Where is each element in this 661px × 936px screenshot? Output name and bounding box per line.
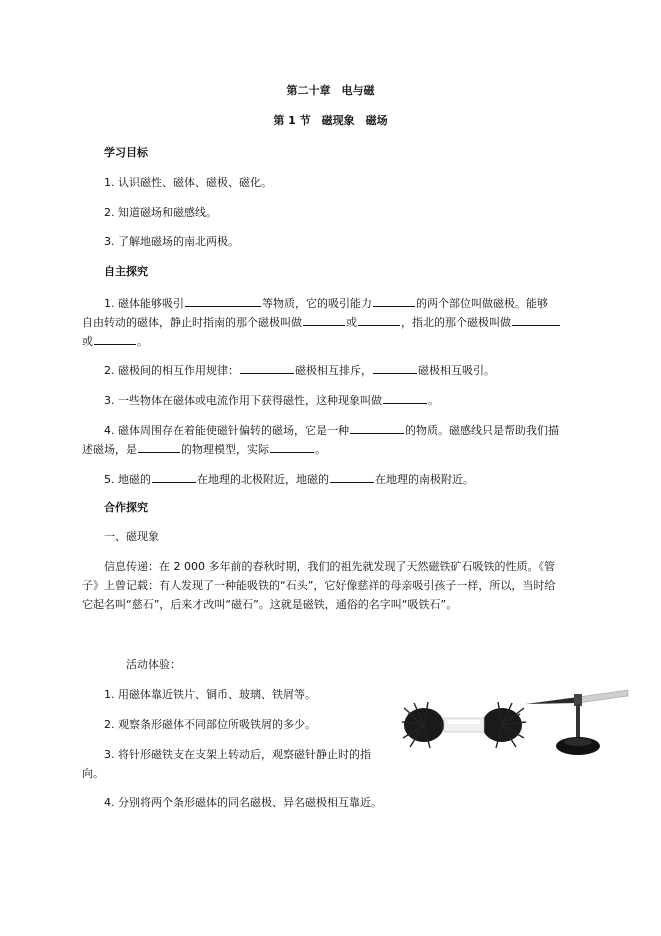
- activity-item: 向。: [82, 767, 104, 780]
- answer-blank[interactable]: [512, 314, 560, 326]
- activity-item: 3. 将针形磁铁支在支架上转动后，观察磁针静止时的指: [104, 748, 371, 761]
- info-line: 信息传递：在 2 000 多年前的春秋时期，我们的祖先就发现了天然磁铁矿石吸铁的性质。《管: [104, 560, 555, 573]
- iron-filings-left: [402, 702, 444, 748]
- question-4-line-2: 述磁场，是 的物理模型，实际 。: [82, 443, 326, 456]
- answer-blank[interactable]: [383, 392, 427, 404]
- question-1-line-3: 或 。: [82, 335, 148, 348]
- answer-blank[interactable]: [358, 314, 400, 326]
- answer-blank[interactable]: [373, 295, 415, 307]
- activity-heading: 活动体验：: [126, 658, 181, 671]
- question-5: 5. 地磁的 在地理的北极附近，地磁的 在地理的南极附近。: [104, 473, 474, 486]
- iron-filings-right: [482, 702, 526, 748]
- question-1-line-1: 1. 磁体能够吸引 等物质，它的吸引能力 的两个部位叫做磁极。能够: [104, 297, 548, 310]
- goals-heading: 学习目标: [104, 146, 148, 159]
- question-1-line-2: 自由转动的磁体，静止时指南的那个磁极叫做 或 ，指北的那个磁极叫做: [82, 314, 561, 330]
- answer-blank[interactable]: [138, 441, 180, 453]
- answer-blank[interactable]: [373, 362, 417, 374]
- question-2: 2. 磁极间的相互作用规律： 磁极相互排斥， 磁极相互吸引。: [104, 364, 495, 377]
- self-study-heading: 自主探究: [104, 265, 148, 278]
- activity-item: 4. 分别将两个条形磁体的同名磁极、异名磁极相互靠近。: [104, 796, 382, 809]
- goal-item: 1. 认识磁性、磁体、磁极、磁化。: [104, 176, 272, 189]
- goal-item: 3. 了解地磁场的南北两极。: [104, 235, 239, 248]
- goal-item: 2. 知道磁场和磁感线。: [104, 206, 217, 219]
- magnetic-needle-stand-figure: [522, 684, 632, 764]
- answer-blank[interactable]: [94, 333, 136, 345]
- section-title: 第 1 节 磁现象 磁场: [273, 114, 388, 127]
- sub-heading: 一、磁现象: [104, 530, 159, 543]
- answer-blank[interactable]: [303, 314, 345, 326]
- answer-blank[interactable]: [185, 295, 261, 307]
- answer-blank[interactable]: [330, 471, 374, 483]
- answer-blank[interactable]: [270, 441, 314, 453]
- chapter-title: 第二十章 电与磁: [286, 84, 375, 97]
- activity-item: 1. 用磁体靠近铁片、铜币、玻璃、铁屑等。: [104, 688, 316, 701]
- cooperative-heading: 合作探究: [104, 501, 148, 514]
- info-line: 它起名叫“慈石”，后来才改叫“磁石”。这就是磁铁，通俗的名字叫“吸铁石”。: [82, 598, 458, 611]
- answer-blank[interactable]: [152, 471, 196, 483]
- question-4-line-1: 4. 磁体周围存在着能使磁针偏转的磁场，它是一种 的物质。磁感线只是帮助我们描: [104, 424, 559, 437]
- answer-blank[interactable]: [350, 422, 404, 434]
- bar-magnet-iron-filings-figure: [400, 700, 528, 750]
- answer-blank[interactable]: [240, 362, 294, 374]
- info-line: 子》上曾记载：有人发现了一种能吸铁的“石头”，它好像慈祥的母亲吸引孩子一样，所以，当时给: [82, 579, 556, 592]
- question-3: 3. 一些物体在磁体或电流作用下获得磁性，这种现象叫做 。: [104, 394, 439, 407]
- activity-item: 2. 观察条形磁体不同部位所吸铁屑的多少。: [104, 718, 316, 731]
